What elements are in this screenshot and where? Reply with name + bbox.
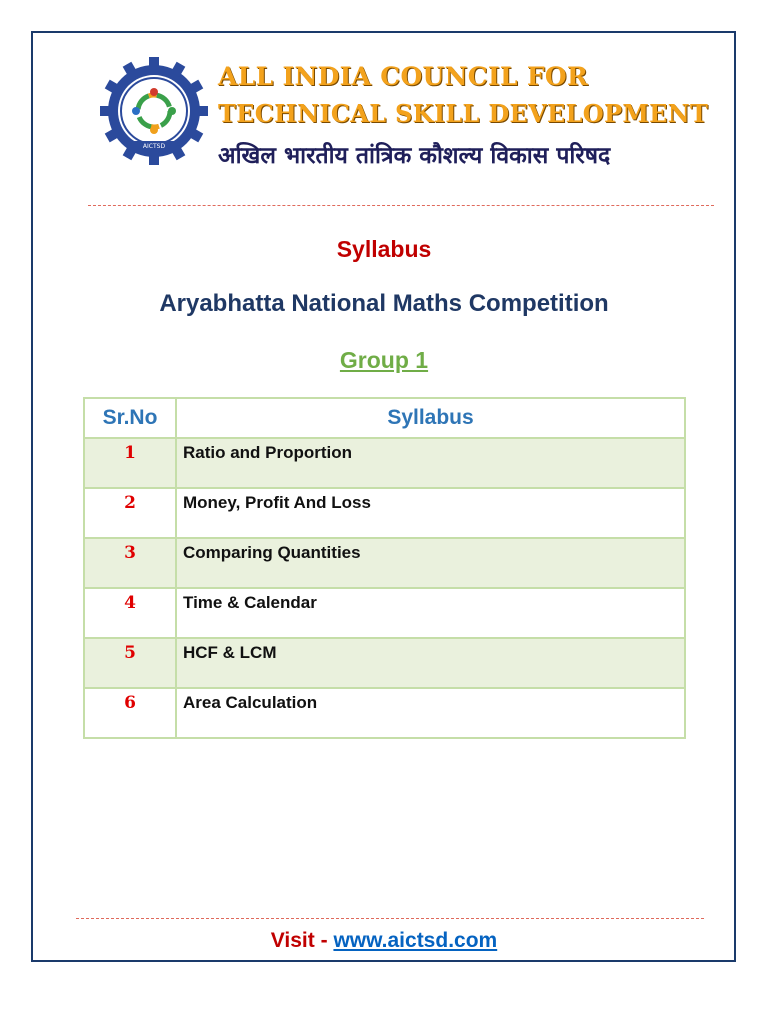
row-number: 3	[84, 538, 176, 588]
logo-text: AICTSD	[142, 143, 166, 150]
row-topic: HCF & LCM	[176, 638, 685, 688]
website-link[interactable]: www.aictsd.com	[333, 929, 498, 952]
org-name-line2: TECHNICAL SKILL DEVELOPMENT	[218, 99, 709, 128]
row-topic: Comparing Quantities	[176, 538, 685, 588]
table-header-row	[84, 398, 685, 438]
org-name-line1: ALL INDIA COUNCIL FOR	[218, 62, 589, 91]
table-row	[84, 688, 685, 738]
row-topic: Area Calculation	[176, 688, 685, 738]
table-row	[84, 588, 685, 638]
group-title	[0, 347, 768, 374]
row-topic: Money, Profit And Loss	[176, 488, 685, 538]
competition-title: Aryabhatta National Maths Competition	[159, 290, 609, 317]
column-header-syllabus: Syllabus	[176, 398, 685, 438]
table-row	[84, 438, 685, 488]
group-label: Group 1	[339, 347, 429, 373]
row-number: 4	[84, 588, 176, 638]
table-row	[84, 538, 685, 588]
org-name-hindi: अखिल भारतीय तांत्रिक कौशल्य विकास परिषद	[218, 143, 611, 169]
page-heading: Syllabus	[336, 236, 432, 262]
visit-label: Visit	[270, 929, 315, 952]
row-number: 2	[84, 488, 176, 538]
divider-bottom	[76, 918, 704, 919]
column-header-srno: Sr.No	[84, 398, 176, 438]
footer-separator: -	[320, 929, 328, 952]
row-topic: Time & Calendar	[176, 588, 685, 638]
row-number: 6	[84, 688, 176, 738]
footer	[0, 929, 768, 953]
table-row	[84, 638, 685, 688]
row-number: 5	[84, 638, 176, 688]
row-topic: Ratio and Proportion	[176, 438, 685, 488]
row-number: 1	[84, 438, 176, 488]
divider-top	[88, 205, 714, 206]
aictsd-logo	[98, 55, 210, 167]
table-row	[84, 488, 685, 538]
syllabus-table	[83, 397, 686, 739]
